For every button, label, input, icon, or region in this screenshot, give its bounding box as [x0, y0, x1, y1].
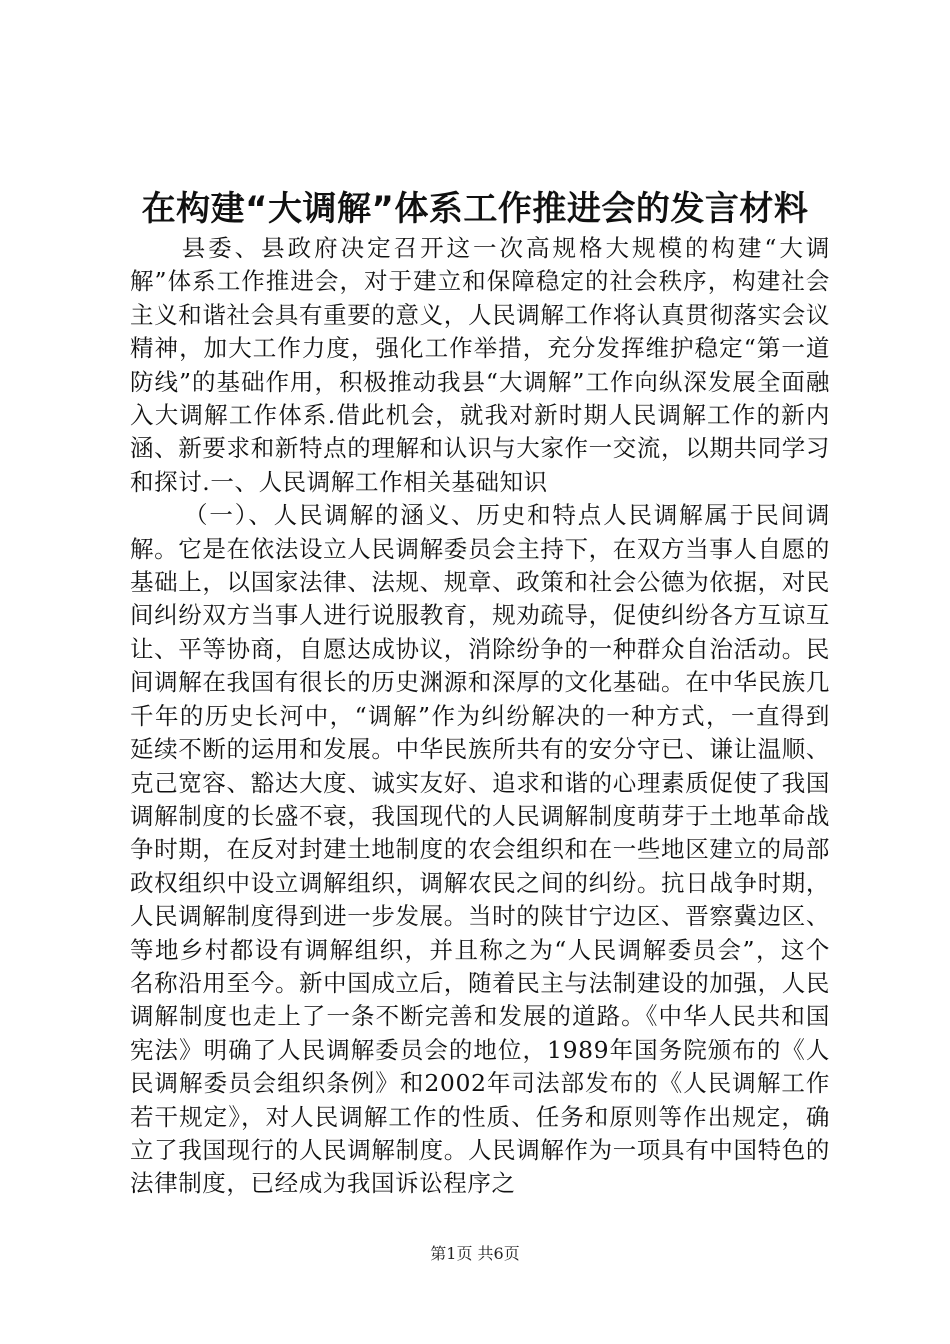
document-body: [130, 232, 830, 1201]
paragraph-section-1: （一）、人民调解的涵义、历史和特点人民调解属于民间调解。它是在依法设立人民调解委员会主持下，在双方当事人自愿的基础上，以国家法律、法规、规章、政策和社会公德为依据，对民间纠纷双方当事人进行说服教育，规劝疏导，促使纠纷各方互谅互让、平等协商，自愿达成协议，消除纷争的一种群众自治活动。民间调解在我国有很长的历史渊源和深厚的文化基础。在中华民族几千年的历史长河中，“调解”作为纠纷解决的一种方式，一直得到延续不断的运用和发展。中华民族所共有的安分守已、谦让温顺、克己宽容、豁达大度、诚实友好、追求和谐的心理素质促使了我国调解制度的长盛不衰，我国现代的人民调解制度萌芽于土地革命战争时期，在反对封建土地制度的农会组织和在一些地区建立的局部政权组织中设立调解组织，调解农民之间的纠纷。抗日战争时期，人民调解制度得到进一步发展。当时的陕甘宁边区、晋察冀边区、等地乡村都设有调解组织，并且称之为“人民调解委员会”，这个名称沿用至今。新中国成立后，随着民主与法制建设的加强，人民调解制度也走上了一条不断完善和发展的道路。《中华人民共和国宪法》明确了人民调解委员会的地位，1989年国务院颁布的《人民调解委员会组织条例》和2002年司法部发布的《人民调解工作若干规定》，对人民调解工作的性质、任务和原则等作出规定，确立了我国现行的人民调解制度。人民调解作为一项具有中国特色的法律制度，已经成为我国诉讼程序之: [130, 501, 830, 1198]
page-footer: 第1页 共6页: [430, 1244, 520, 1263]
document-title: 在构建“大调解”体系工作推进会的发言材料: [141, 189, 809, 229]
paragraph-intro: 县委、县政府决定召开这一次高规格大规模的构建“大调解”体系工作推进会，对于建立和保障稳定的社会秩序，构建社会主义和谐社会具有重要的意义，人民调解工作将认真贯彻落实会议精神，加大工作力度，强化工作举措，充分发挥维护稳定“第一道防线”的基础作用，积极推动我县“大调解”工作向纵深发展全面融入大调解工作体系.借此机会，就我对新时期人民调解工作的新内涵、新要求和新特点的理解和认识与大家作一交流，以期共同学习和探讨.一、人民调解工作相关基础知识: [130, 234, 830, 496]
